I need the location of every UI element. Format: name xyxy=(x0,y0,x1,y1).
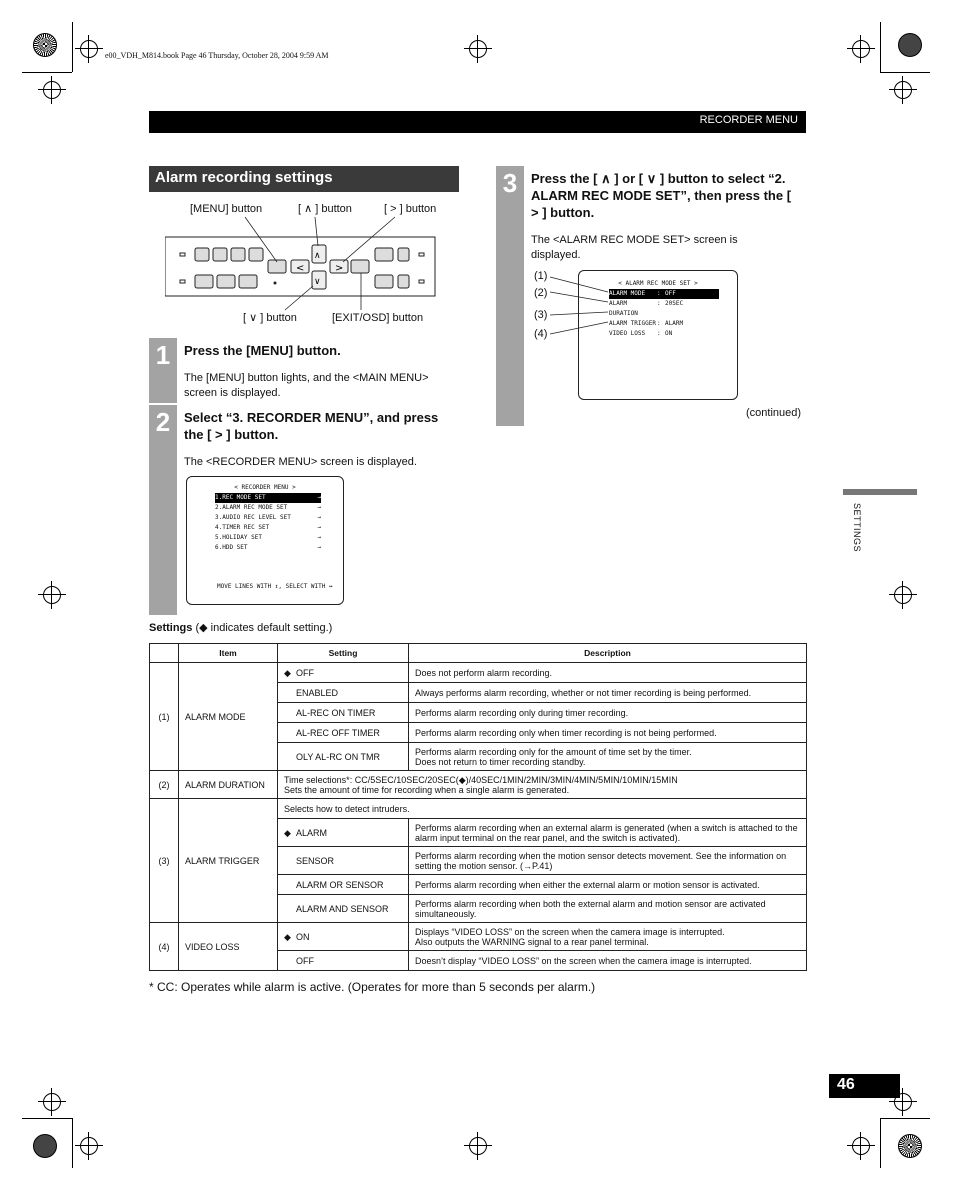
setting-cell: ENABLED xyxy=(278,683,409,703)
description-cell: Always performs alarm recording, whether or not timer recording is being performed. xyxy=(409,683,807,703)
step-2-body: The <RECORDER MENU> screen is displayed. xyxy=(184,456,417,468)
menu-list xyxy=(215,493,321,553)
header-cell: Item xyxy=(179,644,278,663)
table-row xyxy=(150,771,807,799)
settings-table xyxy=(149,643,807,971)
description-cell: Performs alarm recording only for the amount of time set by the timer. Does not return to timer recording standby. xyxy=(409,743,807,771)
setting-cell: OLY AL-RC ON TMR xyxy=(278,743,409,771)
print-info-line: e00_VDH_M814.book Page 46 Thursday, October 28, 2004 9:59 AM xyxy=(105,51,329,60)
svg-text:<: < xyxy=(296,263,305,274)
alarm-settings-list xyxy=(609,289,719,339)
setting-cell: OFF xyxy=(278,951,409,971)
menu-item[interactable]: 4.TIMER REC SET → xyxy=(215,524,321,531)
description-cell: Performs alarm recording only during timer recording. xyxy=(409,703,807,723)
side-tab-label: SETTINGS xyxy=(852,503,862,553)
alarm-setting-row[interactable]: ALARM TRIGGER : ALARM xyxy=(609,320,684,327)
callout-3: (3) xyxy=(534,309,548,321)
step-1-heading: Press the [MENU] button. xyxy=(184,343,341,358)
item-cell: VIDEO LOSS xyxy=(179,923,278,971)
description-cell: Performs alarm recording only when timer recording is not being performed. xyxy=(409,723,807,743)
item-cell: ALARM MODE xyxy=(179,663,278,771)
setting-cell: ◆ OFF xyxy=(278,663,409,683)
setting-cell: AL-REC ON TIMER xyxy=(278,703,409,723)
table-row xyxy=(150,663,807,683)
front-panel-diagram xyxy=(165,200,455,330)
screen-title: < ALARM REC MODE SET > xyxy=(618,280,698,287)
row-number: (1) xyxy=(150,663,179,771)
menu-button-label: [MENU] button xyxy=(190,203,263,215)
alarm-setting-row[interactable]: ALARM DURATION : 20SEC xyxy=(609,300,684,317)
setting-cell: AL-REC OFF TIMER xyxy=(278,723,409,743)
callout-leaders xyxy=(548,270,618,340)
setting-cell: ◆ ON xyxy=(278,923,409,951)
description-cell: Performs alarm recording when both the external alarm and motion sensor are activated simultaneously. xyxy=(409,895,807,923)
callout-2: (2) xyxy=(534,287,548,299)
page-number-box xyxy=(829,1074,900,1098)
default-mark-icon: ◆ xyxy=(284,827,291,838)
description-cell: Doesn’t display “VIDEO LOSS” on the screen when the camera image is interrupted. xyxy=(409,951,807,971)
step-3-body: The <ALARM REC MODE SET> screen is displayed. xyxy=(531,234,738,261)
setting-cell: ALARM OR SENSOR xyxy=(278,875,409,895)
description-cell: Time selections*: CC/5SEC/10SEC/20SEC(◆)/40SEC/1MIN/2MIN/3MIN/4MIN/5MIN/10MIN/15MIN Sets the amount of time for recording when a single alarm is generated. xyxy=(278,771,807,799)
item-cell: ALARM DURATION xyxy=(179,771,278,799)
description-cell: Does not perform alarm recording. xyxy=(409,663,807,683)
step-bar-1 xyxy=(149,338,177,403)
default-mark-icon: ◆ xyxy=(458,774,466,785)
item-cell: ALARM TRIGGER xyxy=(179,799,278,923)
setting-cell: ◆ ALARM xyxy=(278,819,409,847)
description-cell: Selects how to detect intruders. xyxy=(278,799,807,819)
callout-1: (1) xyxy=(534,270,548,282)
svg-text:>: > xyxy=(335,263,344,274)
step-bar-3 xyxy=(496,166,524,426)
step-3-heading: Press the [ ∧ ] or [ ∨ ] button to select “2. ALARM REC MODE SET”, then press the [ > ] button. xyxy=(531,171,792,220)
setting-cell: ALARM AND SENSOR xyxy=(278,895,409,923)
row-number: (3) xyxy=(150,799,179,923)
description-cell: Displays “VIDEO LOSS” on the screen when the camera image is interrupted. Also outputs the WARNING signal to a rear panel terminal. xyxy=(409,923,807,951)
setting-cell: SENSOR xyxy=(278,847,409,875)
table-header-row xyxy=(150,644,807,663)
exit-button-label: [EXIT/OSD] button xyxy=(332,312,424,324)
svg-text:∧: ∧ xyxy=(314,251,321,261)
header-cell: Description xyxy=(409,644,807,663)
alarm-setting-row[interactable]: VIDEO LOSS : ON xyxy=(609,330,673,337)
header-section-label: RECORDER MENU xyxy=(699,114,798,126)
step-number: 3 xyxy=(502,168,518,198)
description-cell: Performs alarm recording when either the external alarm or motion sensor is activated. xyxy=(409,875,807,895)
row-number: (2) xyxy=(150,771,179,799)
recorder-menu-screen xyxy=(186,476,344,605)
svg-text:∨: ∨ xyxy=(314,277,321,287)
up-button-label: [ ∧ ] button xyxy=(298,203,352,215)
step-2-heading: Select “3. RECORDER MENU”, and press the [ > ] button. xyxy=(184,410,439,442)
step-bar-2 xyxy=(149,405,177,615)
menu-item[interactable]: 1.REC MODE SET → xyxy=(215,494,321,501)
page-number: 46 xyxy=(837,1076,855,1093)
step-1-body: The [MENU] button lights, and the <MAIN MENU> screen is displayed. xyxy=(184,372,429,399)
continued-label: (continued) xyxy=(746,407,802,419)
panel-drawing xyxy=(165,200,455,330)
step-number: 1 xyxy=(155,340,171,370)
table-row xyxy=(150,923,807,951)
screen-footer: MOVE LINES WITH ↕, SELECT WITH ↔ xyxy=(217,583,333,590)
header-bar xyxy=(149,111,806,133)
footnote: * CC: Operates while alarm is active. (Operates for more than 5 seconds per alarm.) xyxy=(149,980,596,994)
description-cell: Performs alarm recording when the motion sensor detects movement. See the information on setting the motion sensor. (→P.41) xyxy=(409,847,807,875)
default-mark-icon: ◆ xyxy=(284,931,291,942)
callout-4: (4) xyxy=(534,328,548,340)
menu-item[interactable]: 5.HOLIDAY SET → xyxy=(215,534,321,541)
alarm-setting-row[interactable]: ALARM MODE : OFF xyxy=(609,289,719,299)
screen-title: < RECORDER MENU > xyxy=(234,484,296,491)
right-button-label: [ > ] button xyxy=(384,203,437,215)
down-button-label: [ ∨ ] button xyxy=(243,312,297,324)
menu-item[interactable]: 2.ALARM REC MODE SET → xyxy=(215,504,321,511)
header-cell xyxy=(150,644,179,663)
header-cell: Setting xyxy=(278,644,409,663)
settings-caption: Settings (◆ indicates default setting.) xyxy=(149,622,333,634)
step-number: 2 xyxy=(155,407,171,437)
table-row xyxy=(150,799,807,819)
description-cell: Performs alarm recording when an external alarm is generated (when a switch is attached to the alarm input terminal on the rear panel, and the switch is activated). xyxy=(409,819,807,847)
row-number: (4) xyxy=(150,923,179,971)
default-mark-icon: ◆ xyxy=(284,667,291,678)
section-title: Alarm recording settings xyxy=(149,166,459,192)
menu-item[interactable]: 6.HDD SET → xyxy=(215,544,321,551)
side-tab-bar xyxy=(843,489,917,495)
menu-item[interactable]: 3.AUDIO REC LEVEL SET → xyxy=(215,514,321,521)
